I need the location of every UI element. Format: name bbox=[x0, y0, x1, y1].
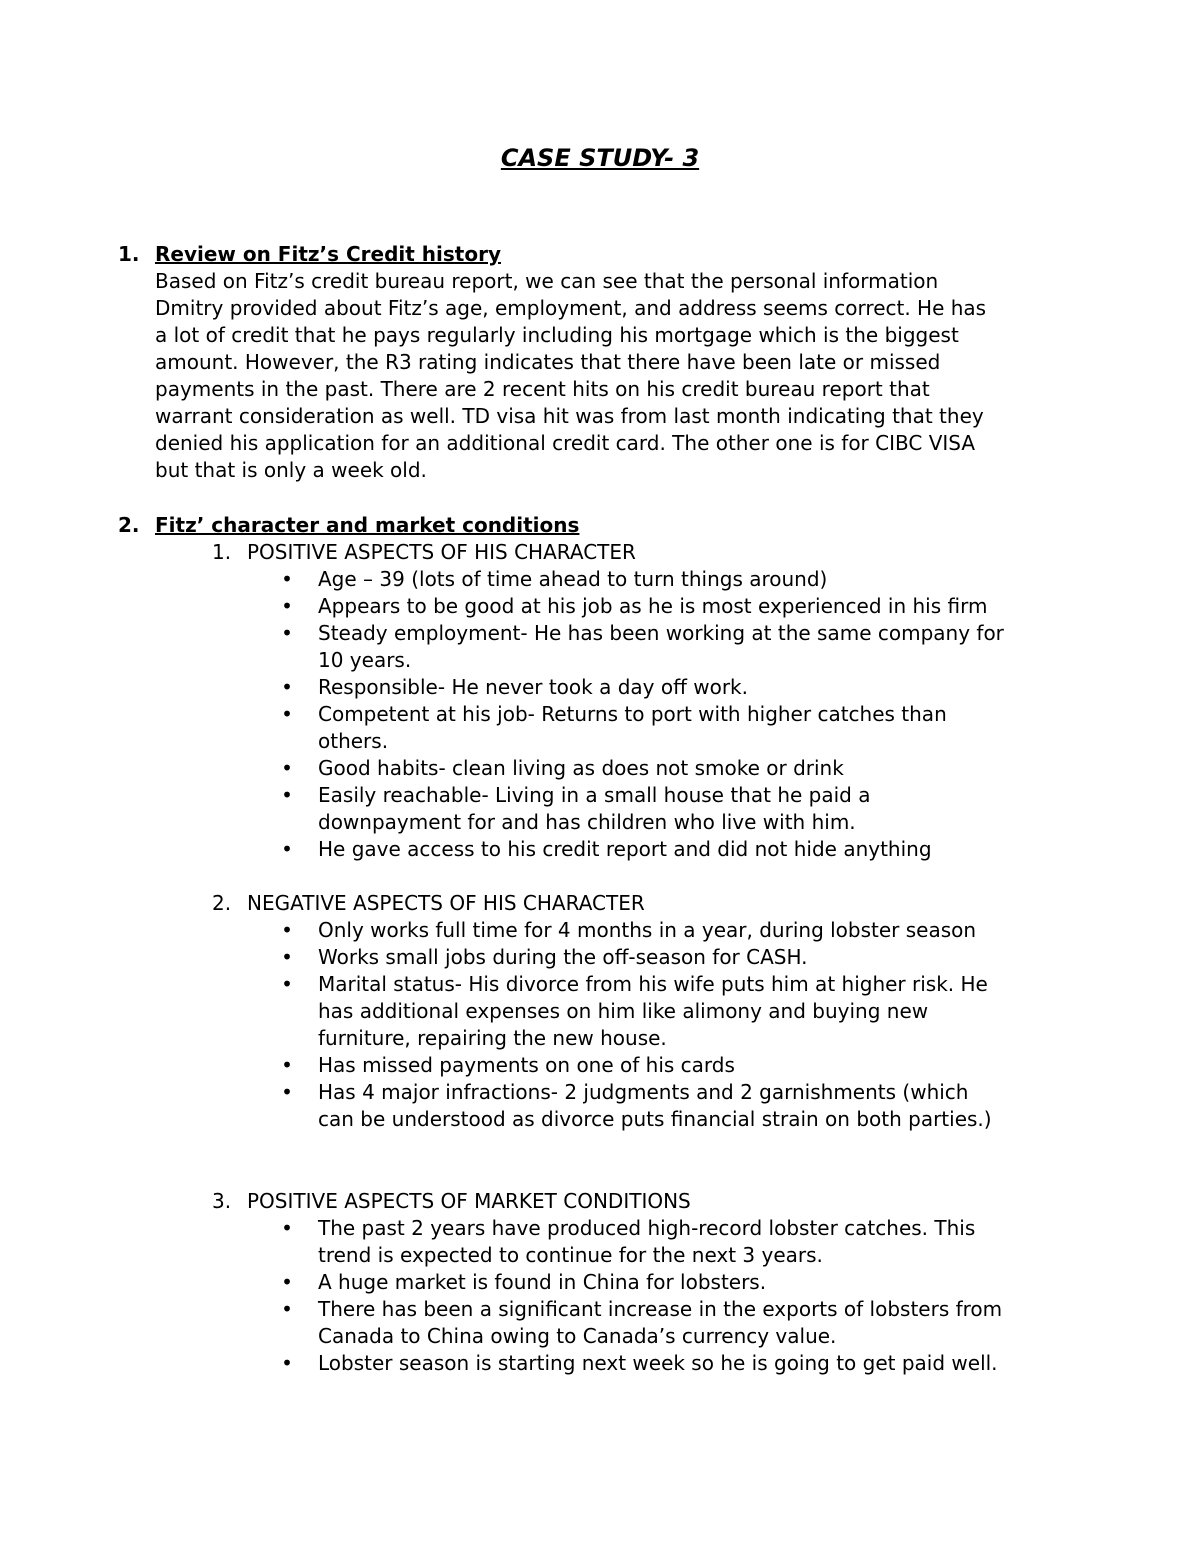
list-item-text: There has been a significant increase in the exports of lobsters from bbox=[318, 1297, 1003, 1321]
bullet-icon: • bbox=[281, 702, 293, 726]
list-item-text: Appears to be good at his job as he is most experienced in his firm bbox=[318, 594, 988, 618]
list-item-text: Canada to China owing to Canada’s currency value. bbox=[318, 1324, 837, 1348]
subsection-3-number: 3. bbox=[212, 1189, 232, 1213]
section-2-heading: Fitz’ character and market conditions bbox=[155, 513, 580, 537]
list-item bbox=[280, 1269, 1080, 1296]
bullet-icon: • bbox=[281, 1351, 293, 1375]
list-item bbox=[280, 1052, 1080, 1079]
bullet-icon: • bbox=[281, 1270, 293, 1294]
subsection-1-list bbox=[280, 566, 1080, 863]
subsection-1-heading: POSITIVE ASPECTS OF HIS CHARACTER bbox=[247, 540, 636, 564]
list-item bbox=[280, 701, 1080, 755]
list-item-text: others. bbox=[318, 729, 389, 753]
bullet-icon: • bbox=[281, 675, 293, 699]
list-item bbox=[280, 1215, 1080, 1269]
section-1-number: 1. bbox=[118, 242, 140, 266]
list-item-text: trend is expected to continue for the next 3 years. bbox=[318, 1243, 823, 1267]
paragraph-line: a lot of credit that he pays regularly including his mortgage which is the biggest bbox=[155, 323, 959, 347]
paragraph-line: payments in the past. There are 2 recent hits on his credit bureau report that bbox=[155, 377, 930, 401]
list-item-text: Responsible- He never took a day off work. bbox=[318, 675, 748, 699]
list-item-text: Works small jobs during the off-season for CASH. bbox=[318, 945, 808, 969]
page-title: CASE STUDY- 3 bbox=[500, 144, 700, 172]
list-item bbox=[280, 836, 1080, 863]
list-item bbox=[280, 1296, 1080, 1350]
subsection-3-list bbox=[280, 1215, 1080, 1377]
bullet-icon: • bbox=[281, 783, 293, 807]
list-item-text: downpayment for and has children who live with him. bbox=[318, 810, 856, 834]
section-2-number: 2. bbox=[118, 513, 140, 537]
subsection-2-number: 2. bbox=[212, 891, 232, 915]
list-item bbox=[280, 917, 1080, 944]
bullet-icon: • bbox=[281, 756, 293, 780]
bullet-icon: • bbox=[281, 621, 293, 645]
list-item-text: He gave access to his credit report and did not hide anything bbox=[318, 837, 932, 861]
list-item-text: has additional expenses on him like alimony and buying new bbox=[318, 999, 929, 1023]
list-item bbox=[280, 620, 1080, 674]
list-item-text: Good habits- clean living as does not smoke or drink bbox=[318, 756, 844, 780]
subsection-2-list bbox=[280, 917, 1080, 1133]
bullet-icon: • bbox=[281, 1297, 293, 1321]
bullet-icon: • bbox=[281, 945, 293, 969]
subsection-3-heading: POSITIVE ASPECTS OF MARKET CONDITIONS bbox=[247, 1189, 691, 1213]
section-1-heading: Review on Fitz’s Credit history bbox=[155, 242, 501, 266]
list-item-text: Lobster season is starting next week so he is going to get paid well. bbox=[318, 1351, 998, 1375]
bullet-icon: • bbox=[281, 1080, 293, 1104]
paragraph-line: Dmitry provided about Fitz’s age, employment, and address seems correct. He has bbox=[155, 296, 987, 320]
bullet-icon: • bbox=[281, 594, 293, 618]
paragraph-line: Based on Fitz’s credit bureau report, we can see that the personal information bbox=[155, 269, 939, 293]
list-item-text: Competent at his job- Returns to port with higher catches than bbox=[318, 702, 947, 726]
list-item bbox=[280, 782, 1080, 836]
section-1-paragraph bbox=[155, 268, 1055, 484]
bullet-icon: • bbox=[281, 1053, 293, 1077]
list-item-text: Has missed payments on one of his cards bbox=[318, 1053, 735, 1077]
bullet-icon: • bbox=[281, 1216, 293, 1240]
bullet-icon: • bbox=[281, 972, 293, 996]
subsection-2-heading: NEGATIVE ASPECTS OF HIS CHARACTER bbox=[247, 891, 645, 915]
list-item bbox=[280, 566, 1080, 593]
bullet-icon: • bbox=[281, 837, 293, 861]
bullet-icon: • bbox=[281, 918, 293, 942]
list-item-text: Easily reachable- Living in a small house that he paid a bbox=[318, 783, 871, 807]
list-item bbox=[280, 1350, 1080, 1377]
list-item-text: furniture, repairing the new house. bbox=[318, 1026, 667, 1050]
list-item-text: Only works full time for 4 months in a year, during lobster season bbox=[318, 918, 977, 942]
subsection-1-number: 1. bbox=[212, 540, 232, 564]
paragraph-line: amount. However, the R3 rating indicates that there have been late or missed bbox=[155, 350, 941, 374]
list-item-text: A huge market is found in China for lobsters. bbox=[318, 1270, 767, 1294]
list-item-text: Has 4 major infractions- 2 judgments and 2 garnishments (which bbox=[318, 1080, 969, 1104]
list-item bbox=[280, 674, 1080, 701]
list-item bbox=[280, 755, 1080, 782]
paragraph-line: denied his application for an additional credit card. The other one is for CIBC VISA bbox=[155, 431, 976, 455]
list-item-text: The past 2 years have produced high-record lobster catches. This bbox=[318, 1216, 976, 1240]
list-item bbox=[280, 971, 1080, 1052]
paragraph-line: but that is only a week old. bbox=[155, 458, 427, 482]
list-item bbox=[280, 1079, 1080, 1133]
list-item bbox=[280, 944, 1080, 971]
list-item-text: can be understood as divorce puts financial strain on both parties.) bbox=[318, 1107, 992, 1131]
list-item-text: Steady employment- He has been working at the same company for bbox=[318, 621, 1004, 645]
list-item-text: Marital status- His divorce from his wife puts him at higher risk. He bbox=[318, 972, 988, 996]
list-item bbox=[280, 593, 1080, 620]
list-item-text: 10 years. bbox=[318, 648, 412, 672]
paragraph-line: warrant consideration as well. TD visa hit was from last month indicating that they bbox=[155, 404, 984, 428]
bullet-icon: • bbox=[281, 567, 293, 591]
list-item-text: Age – 39 (lots of time ahead to turn things around) bbox=[318, 567, 828, 591]
